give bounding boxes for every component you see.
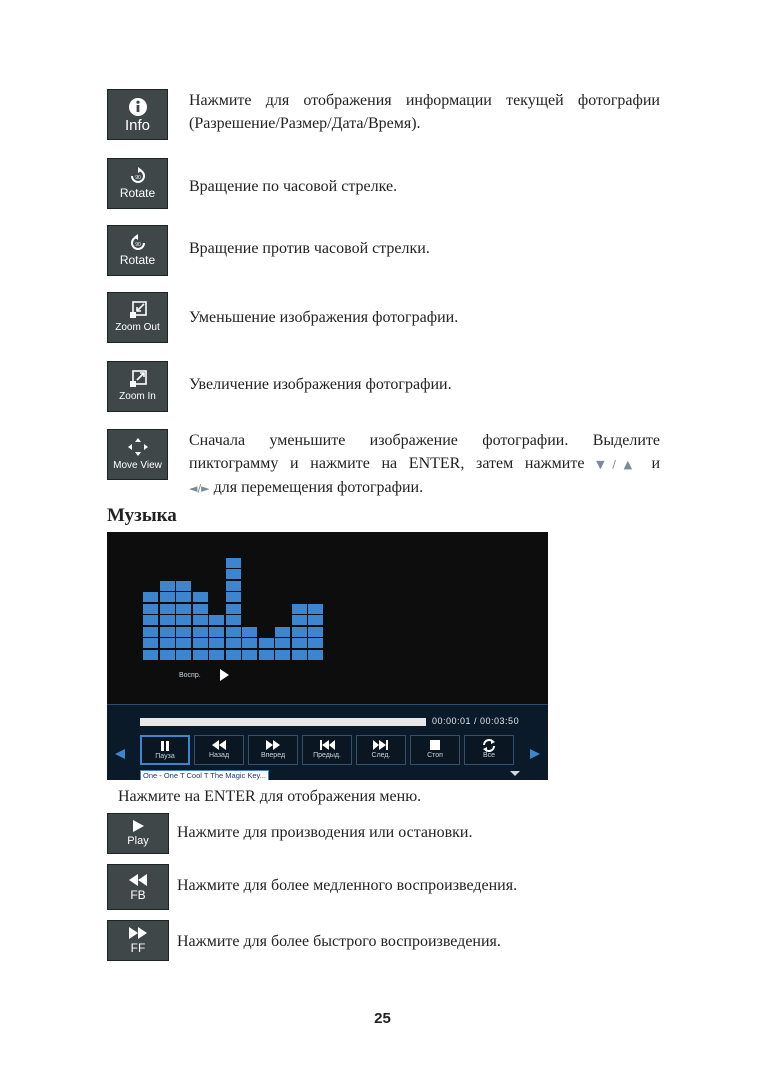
zoom-in-button[interactable]	[107, 361, 168, 412]
playback-time: 00:00:01 / 00:03:50	[432, 716, 520, 726]
equalizer-cell	[226, 569, 241, 579]
equalizer-cell	[308, 650, 323, 660]
rotate-ccw-button[interactable]	[107, 225, 168, 276]
left-right-arrows-icon: ◄/►	[189, 482, 210, 495]
equalizer-cell	[143, 650, 158, 660]
equalizer-cell	[143, 615, 158, 625]
info-button[interactable]	[107, 89, 168, 140]
repeat-icon	[482, 739, 496, 752]
fast-forward-icon	[265, 739, 281, 751]
equalizer-cell	[308, 627, 323, 637]
move-view-text-3: для перемещения фотографии.	[213, 479, 424, 496]
music-heading: Музыка	[107, 505, 177, 526]
equalizer-cell	[176, 581, 191, 591]
up-down-arrows-icon: ▼/▲	[596, 458, 640, 471]
equalizer-cell	[308, 604, 323, 614]
equalizer-cell	[160, 650, 175, 660]
previous-control-button[interactable]	[302, 735, 352, 765]
equalizer-cell	[176, 592, 191, 602]
play-button-label: Play	[127, 835, 149, 847]
zoom-out-button[interactable]	[107, 292, 168, 343]
equalizer-cell	[226, 627, 241, 637]
move-view-text-2: и	[651, 455, 661, 472]
svg-text:90: 90	[134, 175, 141, 181]
menu-caption: Нажмите на ENTER для отображения меню.	[118, 788, 422, 805]
equalizer-cell	[292, 650, 307, 660]
equalizer-cell	[193, 615, 208, 625]
fb-button[interactable]	[107, 864, 169, 910]
rotate-cw-icon	[128, 167, 148, 185]
fb-button-label: FB	[130, 887, 146, 902]
equalizer-cell	[308, 638, 323, 648]
svg-text:90: 90	[134, 242, 141, 248]
fast-forward-icon	[128, 926, 148, 940]
equalizer-cell	[292, 604, 307, 614]
zoom-out-icon	[128, 301, 148, 319]
zoom-out-description: Уменьшение изображения фотографии.	[189, 309, 459, 326]
equalizer-cell	[292, 627, 307, 637]
music-player-screen	[107, 532, 548, 780]
equalizer-cell	[242, 638, 257, 648]
ff-button-label: FF	[130, 941, 146, 955]
equalizer-cell	[160, 604, 175, 614]
info-icon	[128, 97, 148, 117]
equalizer-cell	[176, 650, 191, 660]
equalizer-cell	[275, 638, 290, 648]
ff-button[interactable]	[107, 920, 169, 961]
play-status-icon	[220, 669, 229, 681]
move-view-label: Move View	[113, 460, 162, 471]
play-description: Нажмите для производения или остановки.	[177, 824, 473, 841]
rotate-cw-button[interactable]	[107, 158, 168, 209]
zoom-out-label: Zoom Out	[115, 322, 160, 333]
equalizer-cell	[193, 604, 208, 614]
forward-control-label: Вперед	[260, 752, 286, 759]
zoom-in-icon	[128, 370, 148, 388]
move-view-text-1: Сначала уменьшите изображение фотографии. Выделите пиктограмму и нажмите на ENTER, затем нажмите	[189, 432, 660, 472]
next-control-button[interactable]	[356, 735, 406, 765]
repeat-all-control-button[interactable]	[464, 735, 514, 765]
fb-description: Нажмите для более медленного воспроизведения.	[177, 877, 518, 894]
rotate-ccw-icon	[128, 234, 148, 252]
equalizer-cell	[226, 592, 241, 602]
scroll-right-icon[interactable]	[530, 749, 540, 759]
equalizer-cell	[209, 650, 224, 660]
equalizer-cell	[242, 627, 257, 637]
pause-control-button[interactable]	[140, 735, 190, 765]
stop-icon	[429, 739, 441, 751]
equalizer-cell	[193, 627, 208, 637]
next-track-icon	[373, 739, 389, 751]
move-view-description	[189, 429, 660, 500]
ff-description: Нажмите для более быстрого воспроизведения.	[177, 933, 501, 950]
equalizer-cell	[292, 638, 307, 648]
equalizer-cell	[193, 592, 208, 602]
equalizer-cell	[209, 638, 224, 648]
play-button[interactable]	[107, 813, 169, 854]
rewind-icon	[211, 739, 227, 751]
equalizer-cell	[176, 615, 191, 625]
progress-bar[interactable]	[140, 718, 426, 726]
equalizer-cell	[193, 650, 208, 660]
info-button-label: Info	[124, 117, 151, 134]
rewind-control-button[interactable]	[194, 735, 244, 765]
equalizer-cell	[160, 592, 175, 602]
equalizer-cell	[143, 592, 158, 602]
equalizer-cell	[275, 627, 290, 637]
rotate-cw-label: Rotate	[119, 186, 156, 200]
equalizer-cell	[226, 650, 241, 660]
equalizer-cell	[226, 604, 241, 614]
equalizer-cell	[292, 615, 307, 625]
equalizer-cell	[226, 581, 241, 591]
equalizer-cell	[176, 627, 191, 637]
play-icon	[131, 819, 145, 833]
next-control-label: След.	[371, 752, 391, 759]
zoom-in-label: Zoom In	[119, 391, 156, 402]
equalizer-cell	[160, 638, 175, 648]
equalizer-cell	[193, 638, 208, 648]
player-control-bar	[107, 704, 548, 780]
equalizer-cell	[226, 558, 241, 568]
repeat-all-control-label: Все	[482, 752, 496, 759]
page-number: 25	[374, 1010, 391, 1027]
equalizer-cell	[143, 627, 158, 637]
pause-control-label: Пауза	[155, 753, 175, 760]
move-view-icon	[127, 437, 149, 457]
equalizer-cell	[160, 581, 175, 591]
rotate-cw-description: Вращение по часовой стрелке.	[189, 178, 398, 195]
previous-control-label: Предыд.	[313, 752, 341, 759]
song-title: One - One T Cool T The Magic Key...	[140, 770, 269, 780]
equalizer-cell	[209, 627, 224, 637]
equalizer-cell	[143, 638, 158, 648]
equalizer-cell	[160, 627, 175, 637]
equalizer-cell	[242, 650, 257, 660]
previous-track-icon	[319, 739, 335, 751]
info-description: Нажмите для отображения информации текущей фотографии (Разрешение/Размер/Дата/Время).	[189, 92, 660, 132]
fast-backward-icon	[128, 873, 148, 887]
move-view-button[interactable]	[107, 429, 168, 480]
pause-icon	[159, 740, 171, 752]
equalizer-cell	[176, 604, 191, 614]
equalizer-cell	[226, 638, 241, 648]
scroll-left-icon[interactable]	[115, 749, 125, 759]
equalizer-cell	[259, 638, 274, 648]
rotate-ccw-label: Rotate	[119, 253, 156, 267]
equalizer-cell	[259, 650, 274, 660]
rotate-ccw-description: Вращение против часовой стрелки.	[189, 240, 430, 257]
equalizer-cell	[209, 615, 224, 625]
equalizer-cell	[160, 615, 175, 625]
rewind-control-label: Назад	[208, 752, 230, 759]
equalizer-cell	[275, 650, 290, 660]
playback-status-label: Воспр.	[179, 672, 201, 679]
stop-control-label: Стоп	[427, 752, 443, 759]
forward-control-button[interactable]	[248, 735, 298, 765]
equalizer-cell	[176, 638, 191, 648]
zoom-in-description: Увеличение изображения фотографии.	[189, 376, 452, 393]
equalizer-cell	[226, 615, 241, 625]
equalizer-cell	[308, 615, 323, 625]
dropdown-arrow-icon[interactable]	[510, 771, 520, 776]
equalizer-cell	[143, 604, 158, 614]
stop-control-button[interactable]	[410, 735, 460, 765]
